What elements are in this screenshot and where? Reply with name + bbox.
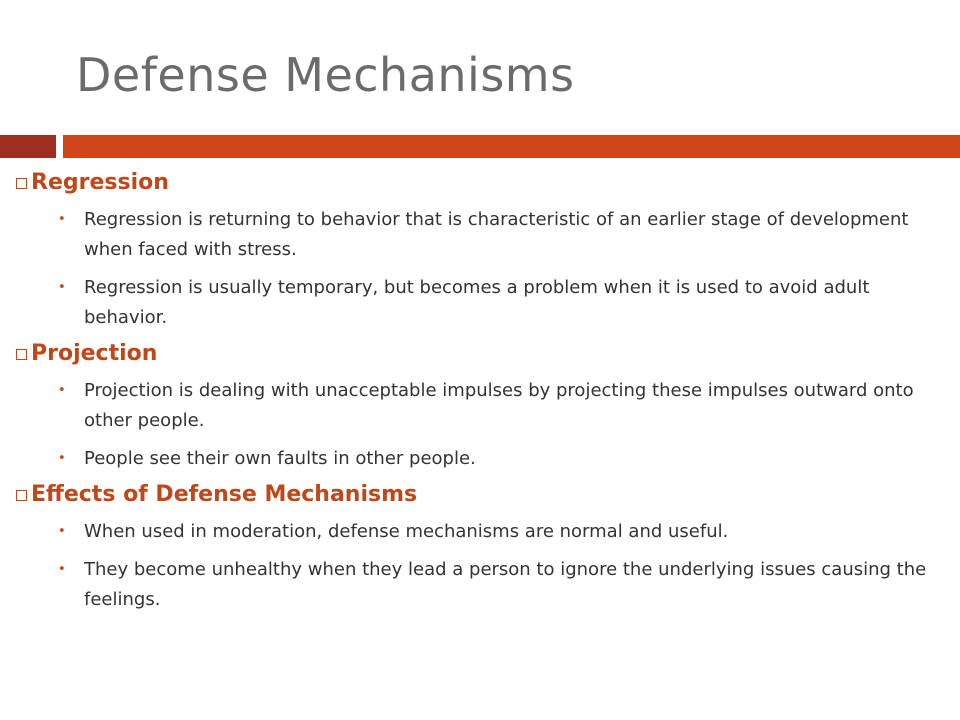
dot-bullet-icon: • bbox=[58, 212, 66, 227]
section-regression bbox=[16, 170, 946, 333]
square-bullet-icon bbox=[16, 490, 27, 501]
slide-title: Defense Mechanisms bbox=[76, 48, 575, 102]
list-item-text: Regression is usually temporary, but becomes a problem when it is used to avoid adult behavior. bbox=[84, 277, 870, 328]
accent-bar-left bbox=[0, 135, 56, 158]
dot-bullet-icon: • bbox=[58, 562, 66, 577]
square-bullet-icon bbox=[16, 178, 27, 189]
accent-bar-right bbox=[63, 135, 960, 158]
dot-bullet-icon: • bbox=[58, 280, 66, 295]
list-item bbox=[16, 555, 946, 615]
list-item bbox=[16, 273, 946, 333]
list-item bbox=[16, 444, 946, 474]
slide-content bbox=[16, 170, 946, 623]
list-item bbox=[16, 376, 946, 436]
dot-bullet-icon: • bbox=[58, 451, 66, 466]
list-item-text: They become unhealthy when they lead a person to ignore the underlying issues causing the feelings. bbox=[84, 559, 927, 610]
list-item-text: When used in moderation, defense mechanisms are normal and useful. bbox=[84, 521, 729, 542]
bullet-list bbox=[16, 205, 946, 333]
dot-bullet-icon: • bbox=[58, 524, 66, 539]
section-heading bbox=[16, 170, 946, 195]
list-item-text: People see their own faults in other people. bbox=[84, 448, 476, 469]
bullet-list bbox=[16, 517, 946, 615]
bullet-list bbox=[16, 376, 946, 474]
list-item-text: Projection is dealing with unacceptable impulses by projecting these impulses outward onto other people. bbox=[84, 380, 914, 431]
list-item-text: Regression is returning to behavior that is characteristic of an earlier stage of development when faced with stress. bbox=[84, 209, 909, 260]
section-heading-text: Projection bbox=[31, 341, 158, 366]
section-heading-text: Regression bbox=[31, 170, 169, 195]
square-bullet-icon bbox=[16, 349, 27, 360]
section-heading-text: Effects of Defense Mechanisms bbox=[31, 482, 418, 507]
list-item bbox=[16, 517, 946, 547]
dot-bullet-icon: • bbox=[58, 383, 66, 398]
section-heading bbox=[16, 341, 946, 366]
list-item bbox=[16, 205, 946, 265]
section-heading bbox=[16, 482, 946, 507]
section-effects bbox=[16, 482, 946, 615]
section-projection bbox=[16, 341, 946, 474]
